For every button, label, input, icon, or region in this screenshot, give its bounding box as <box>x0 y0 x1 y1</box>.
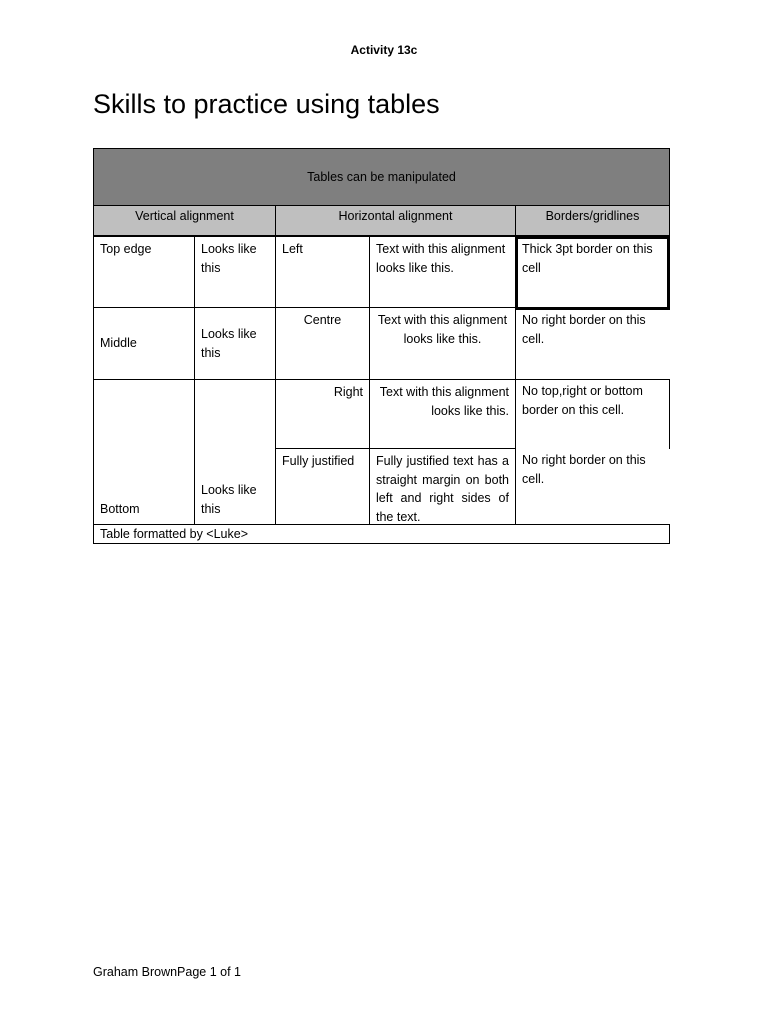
header-vertical-alignment: Vertical alignment <box>93 205 276 236</box>
cell-justified-text: Fully justified text has a straight margin on both left and right sides of the text. <box>369 448 516 525</box>
cell-no-top-right-bottom-border: No top,right or bottom border on this cell. <box>515 379 670 449</box>
cell-centre: Centre <box>275 307 370 380</box>
cell-bottom <box>93 379 195 525</box>
cell-looks-like-bottom <box>194 379 276 525</box>
page-title: Skills to practice using tables <box>93 89 440 119</box>
cell-looks-like-middle <box>194 307 276 380</box>
table-banner <box>93 148 670 206</box>
cell-no-right-border-2: No right border on this cell. <box>515 448 670 525</box>
page-footer: Graham BrownPage 1 of 1 <box>93 965 241 979</box>
cell-centre-text: Text with this alignment looks like this. <box>369 307 516 380</box>
cell-no-right-border: No right border on this cell. <box>515 308 670 380</box>
cell-right-text: Text with this alignment looks like this. <box>369 379 516 449</box>
cell-bottom-text: Bottom <box>100 501 140 516</box>
cell-left: Left <box>275 236 370 308</box>
header-borders-gridlines: Borders/gridlines <box>515 205 670 236</box>
cell-top-edge: Top edge <box>93 236 195 308</box>
cell-right: Right <box>275 379 370 449</box>
cell-looks-like-top: Looks like this <box>194 236 276 308</box>
banner-text: Tables can be manipulated <box>307 169 456 184</box>
cell-middle-text: Middle <box>100 336 137 351</box>
cell-middle <box>93 307 195 380</box>
cell-fully-justified: Fully justified <box>275 448 370 525</box>
table-formatted-by: Table formatted by <Luke> <box>93 524 670 544</box>
skills-table <box>93 148 670 544</box>
cell-left-text: Text with this alignment looks like this. <box>369 236 516 308</box>
right-edge-line <box>669 379 670 449</box>
activity-header: Activity 13c <box>350 43 418 57</box>
cell-looks-like-bottom-text: Looks like this <box>201 483 257 516</box>
header-horizontal-alignment: Horizontal alignment <box>275 205 516 236</box>
cell-thick-border: Thick 3pt border on this cell <box>515 236 670 310</box>
cell-looks-like-middle-text: Looks like this <box>201 327 257 360</box>
